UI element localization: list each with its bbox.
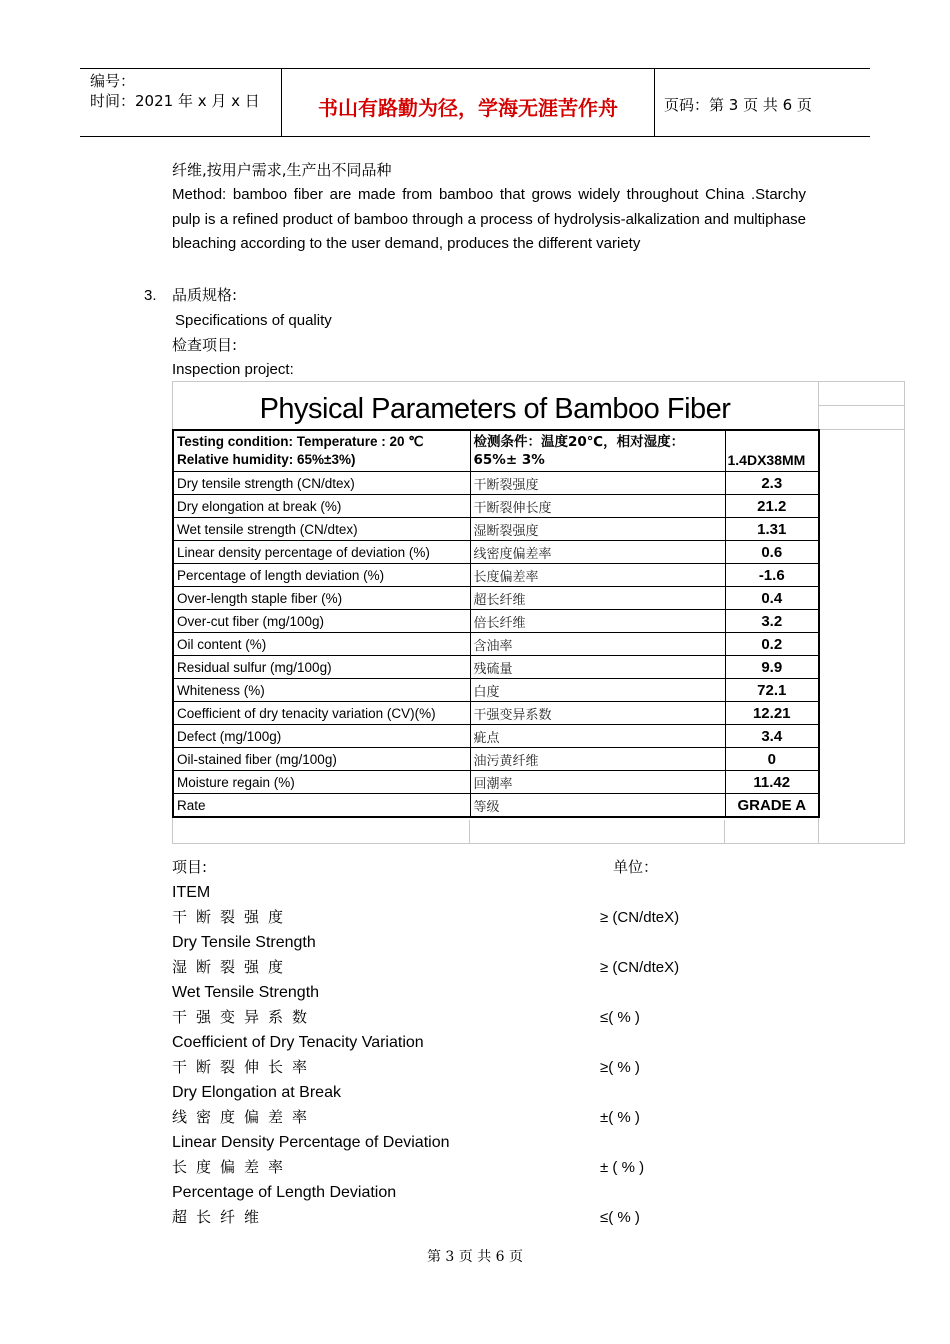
table-row <box>173 495 819 518</box>
inspect-en: Inspection project: <box>172 361 294 378</box>
row-value: 11.42 <box>725 771 819 794</box>
table-row <box>173 702 819 725</box>
item-unit: ≤( % ) <box>600 1009 640 1026</box>
row-value: 12.21 <box>725 702 819 725</box>
row-name-en: Dry elongation at break (%) <box>173 495 470 518</box>
row-name-en: Over-length staple fiber (%) <box>173 587 470 610</box>
row-value: 0.6 <box>725 541 819 564</box>
table-row <box>173 748 819 771</box>
number-label: 编号： <box>90 72 136 90</box>
row-name-cn: 超长纤维 <box>470 587 725 610</box>
row-value: 9.9 <box>725 656 819 679</box>
item-name-cn: 干断裂强度 <box>172 908 293 926</box>
item-name-en: Percentage of Length Deviation <box>172 1184 397 1201</box>
header-top-rule <box>80 68 870 69</box>
section-number: 3. <box>144 287 157 304</box>
header-cn: 检测条件：温度20℃，相对湿度： 65%± 3% <box>470 430 725 472</box>
item-unit: ≥ (CN/dteX) <box>600 909 680 926</box>
header-divider <box>654 68 655 137</box>
row-name-cn: 干强变异系数 <box>470 702 725 725</box>
table-row <box>173 679 819 702</box>
item-name-en: Dry Tensile Strength <box>172 934 316 951</box>
row-name-cn: 线密度偏差率 <box>470 541 725 564</box>
section-title-en: Specifications of quality <box>175 312 332 329</box>
item-name-en: Wet Tensile Strength <box>172 984 320 1001</box>
row-value: 2.3 <box>725 472 819 495</box>
header-en: Testing condition: Temperature : 20 ℃ Relative humidity: 65%±3%) <box>173 430 470 472</box>
row-name-en: Rate <box>173 794 470 818</box>
page-footer: 第 3 页 共 6 页 <box>426 1249 524 1265</box>
item-name-cn: 线密度偏差率 <box>172 1108 317 1126</box>
item-unit: ≥ (CN/dteX) <box>600 959 680 976</box>
row-name-cn: 等级 <box>470 794 725 818</box>
time-label: 时间：2021 年 x 月 x 日 <box>90 92 260 110</box>
row-name-en: Linear density percentage of deviation (%) <box>173 541 470 564</box>
table-row <box>173 771 819 794</box>
row-name-en: Dry tensile strength (CN/dtex) <box>173 472 470 495</box>
row-value: -1.6 <box>725 564 819 587</box>
row-name-cn: 长度偏差率 <box>470 564 725 587</box>
row-name-cn: 湿断裂强度 <box>470 518 725 541</box>
header-value: 1.4DX38MM <box>725 430 819 472</box>
item-name-cn: 长度偏差率 <box>172 1158 293 1176</box>
row-name-en: Whiteness (%) <box>173 679 470 702</box>
row-name-en: Residual sulfur (mg/100g) <box>173 656 470 679</box>
item-label-en: ITEM <box>172 884 211 901</box>
item-unit: ± ( % ) <box>600 1159 645 1176</box>
item-unit: ≥( % ) <box>600 1059 640 1076</box>
row-name-cn: 干断裂强度 <box>470 472 725 495</box>
row-value: GRADE A <box>725 794 819 818</box>
table-row <box>173 587 819 610</box>
table-row <box>173 541 819 564</box>
row-name-en: Coefficient of dry tenacity variation (CV)(%) <box>173 702 470 725</box>
table-row <box>173 518 819 541</box>
item-name-en: Coefficient of Dry Tenacity Variation <box>172 1034 424 1051</box>
row-name-en: Oil-stained fiber (mg/100g) <box>173 748 470 771</box>
row-name-cn: 残硫量 <box>470 656 725 679</box>
row-name-cn: 倍长纤维 <box>470 610 725 633</box>
row-value: 0 <box>725 748 819 771</box>
item-name-cn: 干强变异系数 <box>172 1008 317 1026</box>
row-value: 3.4 <box>725 725 819 748</box>
row-value: 72.1 <box>725 679 819 702</box>
row-name-en: Over-cut fiber (mg/100g) <box>173 610 470 633</box>
item-unit: ±( % ) <box>600 1109 640 1126</box>
row-value: 1.31 <box>725 518 819 541</box>
row-value: 0.2 <box>725 633 819 656</box>
header-bottom-rule <box>80 136 870 137</box>
row-name-cn: 白度 <box>470 679 725 702</box>
spec-table <box>172 429 820 818</box>
table-row <box>173 725 819 748</box>
intro-cn-line: 纤维,按用户需求,生产出不同品种 <box>172 161 392 179</box>
method-paragraph: Method: bamboo fiber are made from bamboo that grows widely throughout China .Starchy pulp is a refined product of bamboo through a process of hydrolysis-alkalization and multiphase bleaching according to the user demand, produces the different variety <box>172 186 806 253</box>
inspect-cn: 检查项目: <box>172 336 238 354</box>
table-row <box>173 656 819 679</box>
item-name-cn: 干断裂伸长率 <box>172 1058 317 1076</box>
item-name-cn: 湿断裂强度 <box>172 958 293 976</box>
row-name-en: Percentage of length deviation (%) <box>173 564 470 587</box>
item-unit: ≤( % ) <box>600 1209 640 1226</box>
row-name-cn: 干断裂伸长度 <box>470 495 725 518</box>
table-row <box>173 472 819 495</box>
row-name-cn: 油污黄纤维 <box>470 748 725 771</box>
header-meta <box>90 71 260 111</box>
row-value: 3.2 <box>725 610 819 633</box>
header-page-label: 页码：第 3 页 共 6 页 <box>664 96 812 114</box>
unit-label-cn: 单位： <box>613 858 659 876</box>
row-name-en: Defect (mg/100g) <box>173 725 470 748</box>
table-header-row <box>173 430 819 472</box>
item-name-en: Dry Elongation at Break <box>172 1084 341 1101</box>
table-row <box>173 610 819 633</box>
row-name-en: Wet tensile strength (CN/dtex) <box>173 518 470 541</box>
row-value: 0.4 <box>725 587 819 610</box>
table-row <box>173 564 819 587</box>
table-row <box>173 633 819 656</box>
item-label-cn: 项目: <box>172 858 208 876</box>
row-name-cn: 回潮率 <box>470 771 725 794</box>
table-title: Physical Parameters of Bamboo Fiber <box>259 393 731 425</box>
row-name-cn: 含油率 <box>470 633 725 656</box>
row-value: 21.2 <box>725 495 819 518</box>
row-name-en: Moisture regain (%) <box>173 771 470 794</box>
item-name-en: Linear Density Percentage of Deviation <box>172 1134 450 1151</box>
header-motto: 书山有路勤为径，学海无涯苦作舟 <box>318 96 618 120</box>
item-name-cn: 超长纤维 <box>172 1208 269 1226</box>
table-row <box>173 794 819 818</box>
row-name-en: Oil content (%) <box>173 633 470 656</box>
section-title-cn: 品质规格: <box>172 286 238 304</box>
row-name-cn: 疵点 <box>470 725 725 748</box>
